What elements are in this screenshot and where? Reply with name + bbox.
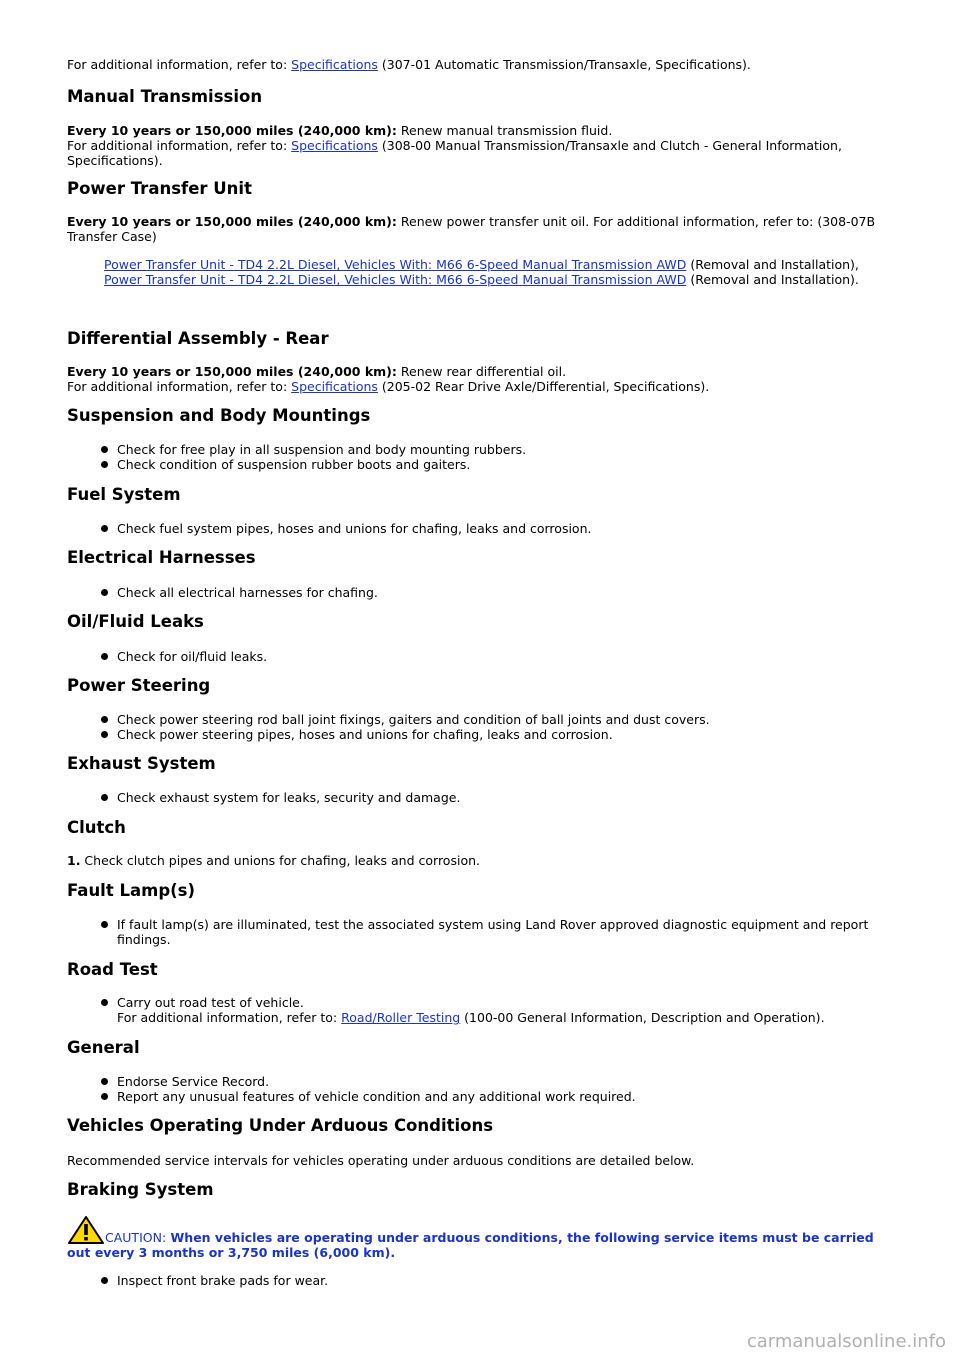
- specifications-link[interactable]: Specifications: [291, 57, 378, 72]
- list-item-text: Check power steering pipes, hoses and unions for chafing, leaks and corrosion.: [117, 727, 613, 742]
- bullet-dot-icon: [101, 446, 108, 453]
- caution-text: When vehicles are operating under arduous conditions, the following service items must be carried out every 3 months or 3,750 miles (6,000 km).: [67, 1230, 874, 1260]
- list-item: [117, 917, 887, 947]
- list-item-text: Report any unusual features of vehicle condition and any additional work required.: [117, 1089, 636, 1104]
- link-suffix: (Removal and Installation).: [686, 272, 859, 287]
- list-item: [117, 442, 526, 457]
- section-heading-fuel: Fuel System: [67, 485, 181, 504]
- section-heading-oil-leaks: Oil/Fluid Leaks: [67, 612, 204, 631]
- list-item-text: Check power steering rod ball joint fixings, gaiters and condition of ball joints and dust covers.: [117, 712, 710, 727]
- bullet-dot-icon: [101, 1093, 108, 1100]
- caution-note: [67, 1215, 887, 1260]
- list-item: [117, 521, 591, 536]
- general-list: [67, 1074, 636, 1104]
- section-heading-clutch: Clutch: [67, 818, 126, 837]
- power-transfer-links: [67, 257, 887, 287]
- list-item: [117, 995, 887, 1025]
- bullet-dot-icon: [101, 1078, 108, 1085]
- footer-watermark: carmanualsonline.info: [746, 1331, 946, 1352]
- section-heading-road-test: Road Test: [67, 960, 158, 979]
- list-item: [117, 727, 710, 742]
- list-item: [117, 1273, 328, 1288]
- steering-list: [67, 712, 710, 742]
- list-item-text: Check for free play in all suspension and body mounting rubbers.: [117, 442, 527, 457]
- ref-prefix: For additional information, refer to:: [67, 379, 292, 394]
- clutch-step: [67, 853, 480, 868]
- oil-leaks-list: [67, 649, 267, 664]
- intro-text: For additional information, refer to:: [67, 57, 292, 72]
- power-transfer-installation-link[interactable]: Power Transfer Unit - TD4 2.2L Diesel, Vehicles With: M66 6-Speed Manual Transmission AWD: [104, 272, 687, 287]
- list-item: [117, 585, 378, 600]
- step-text: Check clutch pipes and unions for chafing, leaks and corrosion.: [80, 853, 480, 868]
- list-item: [117, 1089, 636, 1104]
- bullet-dot-icon: [101, 525, 108, 532]
- bullet-dot-icon: [101, 589, 108, 596]
- ref-suffix: (205-02 Rear Drive Axle/Differential, Specifications).: [377, 379, 710, 394]
- interval-text: Renew manual transmission fluid.: [396, 123, 613, 138]
- list-item: [117, 1074, 636, 1089]
- ref-prefix: For additional information, refer to:: [67, 138, 292, 153]
- list-item-text: Endorse Service Record.: [117, 1074, 270, 1089]
- electrical-list: [67, 585, 378, 600]
- power-transfer-removal-link[interactable]: Power Transfer Unit - TD4 2.2L Diesel, Vehicles With: M66 6-Speed Manual Transmission AWD: [104, 257, 687, 272]
- section-heading-braking: Braking System: [67, 1180, 214, 1199]
- list-item-text: Check exhaust system for leaks, security and damage.: [117, 790, 461, 805]
- ref-suffix: (308-00 Manual Transmission/Transaxle and Clutch - General Information, Specifications).: [67, 138, 842, 168]
- bullet-dot-icon: [101, 794, 108, 801]
- list-item: [117, 649, 267, 664]
- specifications-link[interactable]: Specifications: [291, 379, 378, 394]
- list-item-text: Check all electrical harnesses for chafing.: [117, 585, 378, 600]
- section-heading-differential: Differential Assembly - Rear: [67, 329, 329, 348]
- section-heading-electrical: Electrical Harnesses: [67, 548, 256, 567]
- list-item-text: Check fuel system pipes, hoses and unions for chafing, leaks and corrosion.: [117, 521, 592, 536]
- road-test-list: [67, 995, 887, 1025]
- caution-label: CAUTION:: [105, 1230, 167, 1245]
- fault-lamp-list: [67, 917, 887, 947]
- ref-suffix: (100-00 General Information, Description and Operation).: [460, 1010, 825, 1025]
- list-item-text: Carry out road test of vehicle.: [117, 995, 304, 1010]
- specifications-link[interactable]: Specifications: [291, 138, 378, 153]
- section-heading-exhaust: Exhaust System: [67, 754, 216, 773]
- list-item: [117, 457, 526, 472]
- differential-paragraph: [67, 364, 709, 394]
- section-heading-power-steering: Power Steering: [67, 676, 211, 695]
- intro-paragraph: [67, 57, 751, 72]
- bullet-dot-icon: [101, 731, 108, 738]
- bullet-dot-icon: [101, 461, 108, 468]
- warning-triangle-icon: [67, 1215, 105, 1245]
- power-transfer-paragraph: [67, 214, 887, 244]
- list-item-text: Inspect front brake pads for wear.: [117, 1273, 329, 1288]
- section-heading-power-transfer: Power Transfer Unit: [67, 179, 252, 198]
- bullet-dot-icon: [101, 921, 108, 928]
- bullet-dot-icon: [101, 999, 108, 1006]
- section-heading-suspension: Suspension and Body Mountings: [67, 406, 371, 425]
- section-heading-fault-lamp: Fault Lamp(s): [67, 881, 196, 900]
- road-roller-testing-link[interactable]: Road/Roller Testing: [341, 1010, 461, 1025]
- manual-transmission-paragraph: [67, 123, 887, 168]
- section-heading-general: General: [67, 1038, 140, 1057]
- list-item-text: Check for oil/fluid leaks.: [117, 649, 268, 664]
- interval-text: Renew rear differential oil.: [396, 364, 567, 379]
- interval-lead: Every 10 years or 150,000 miles (240,000 km):: [67, 214, 397, 229]
- list-item: [117, 712, 710, 727]
- list-item-text: Check condition of suspension rubber boots and gaiters.: [117, 457, 471, 472]
- intro-suffix: (307-01 Automatic Transmission/Transaxle, Specifications).: [377, 57, 751, 72]
- section-heading-arduous: Vehicles Operating Under Arduous Conditions: [67, 1116, 494, 1135]
- arduous-paragraph: Recommended service intervals for vehicles operating under arduous conditions are detailed below.: [67, 1153, 695, 1168]
- section-heading-manual-transmission: Manual Transmission: [67, 87, 263, 106]
- suspension-list: [67, 442, 526, 472]
- bullet-dot-icon: [101, 1277, 108, 1284]
- interval-lead: Every 10 years or 150,000 miles (240,000 km):: [67, 364, 397, 379]
- interval-text: Renew power transfer unit oil. For additional information, refer to: (308-07B Transfer Case): [67, 214, 876, 244]
- interval-lead: Every 10 years or 150,000 miles (240,000 km):: [67, 123, 397, 138]
- step-number: 1.: [67, 853, 81, 868]
- exhaust-list: [67, 790, 460, 805]
- ref-prefix: For additional information, refer to:: [117, 1010, 342, 1025]
- list-item-text: If fault lamp(s) are illuminated, test the associated system using Land Rover approved diagnostic equipment and report findings.: [117, 917, 869, 947]
- list-item: [117, 790, 460, 805]
- fuel-list: [67, 521, 591, 536]
- bullet-dot-icon: [101, 716, 108, 723]
- link-suffix: (Removal and Installation),: [686, 257, 859, 272]
- braking-list: [67, 1273, 328, 1288]
- bullet-dot-icon: [101, 653, 108, 660]
